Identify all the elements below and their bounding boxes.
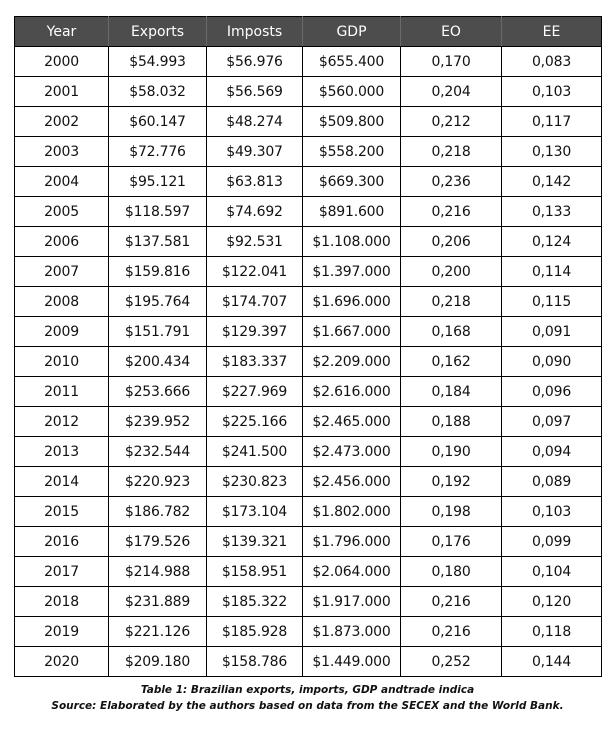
- gdp-cell: $1.917.000: [303, 587, 401, 617]
- year-cell: 2011: [15, 377, 109, 407]
- eo-cell: 0,218: [401, 137, 502, 167]
- table-source-note: Source: Elaborated by the authors based on data from the SECEX and the World Bank.: [51, 700, 564, 712]
- ee-cell: 0,104: [502, 557, 602, 587]
- table-row: [15, 377, 602, 407]
- gdp-cell: $2.456.000: [303, 467, 401, 497]
- imposts-cell: $173.104: [207, 497, 303, 527]
- eo-cell: 0,218: [401, 287, 502, 317]
- eo-cell: 0,212: [401, 107, 502, 137]
- exports-cell: $200.434: [109, 347, 207, 377]
- imposts-cell: $185.928: [207, 617, 303, 647]
- eo-cell: 0,252: [401, 647, 502, 677]
- exports-cell: $60.147: [109, 107, 207, 137]
- gdp-cell: $2.473.000: [303, 437, 401, 467]
- imposts-cell: $56.569: [207, 77, 303, 107]
- table-row: [15, 647, 602, 677]
- year-cell: 2007: [15, 257, 109, 287]
- imposts-cell: $241.500: [207, 437, 303, 467]
- eo-cell: 0,206: [401, 227, 502, 257]
- ee-cell: 0,091: [502, 317, 602, 347]
- eo-cell: 0,168: [401, 317, 502, 347]
- ee-cell: 0,103: [502, 77, 602, 107]
- ee-cell: 0,144: [502, 647, 602, 677]
- header-gdp: GDP: [303, 17, 401, 47]
- year-cell: 2016: [15, 527, 109, 557]
- table-row: [15, 287, 602, 317]
- table-row: [15, 617, 602, 647]
- ee-cell: 0,124: [502, 227, 602, 257]
- ee-cell: 0,117: [502, 107, 602, 137]
- year-cell: 2001: [15, 77, 109, 107]
- ee-cell: 0,114: [502, 257, 602, 287]
- table-row: [15, 257, 602, 287]
- table-row: [15, 197, 602, 227]
- imposts-cell: $225.166: [207, 407, 303, 437]
- year-cell: 2000: [15, 47, 109, 77]
- gdp-cell: $1.397.000: [303, 257, 401, 287]
- table-row: [15, 317, 602, 347]
- year-cell: 2002: [15, 107, 109, 137]
- exports-cell: $72.776: [109, 137, 207, 167]
- table-row: [15, 407, 602, 437]
- exports-cell: $195.764: [109, 287, 207, 317]
- ee-cell: 0,130: [502, 137, 602, 167]
- ee-cell: 0,090: [502, 347, 602, 377]
- exports-cell: $58.032: [109, 77, 207, 107]
- ee-cell: 0,118: [502, 617, 602, 647]
- year-cell: 2004: [15, 167, 109, 197]
- year-cell: 2006: [15, 227, 109, 257]
- exports-cell: $159.816: [109, 257, 207, 287]
- gdp-cell: $2.209.000: [303, 347, 401, 377]
- ee-cell: 0,133: [502, 197, 602, 227]
- eo-cell: 0,192: [401, 467, 502, 497]
- eo-cell: 0,176: [401, 527, 502, 557]
- header-eo: EO: [401, 17, 502, 47]
- year-cell: 2008: [15, 287, 109, 317]
- eo-cell: 0,200: [401, 257, 502, 287]
- gdp-cell: $1.449.000: [303, 647, 401, 677]
- year-cell: 2015: [15, 497, 109, 527]
- header-exports: Exports: [109, 17, 207, 47]
- ee-cell: 0,083: [502, 47, 602, 77]
- exports-cell: $214.988: [109, 557, 207, 587]
- table-body: [15, 47, 602, 677]
- imposts-cell: $227.969: [207, 377, 303, 407]
- imposts-cell: $129.397: [207, 317, 303, 347]
- exports-cell: $118.597: [109, 197, 207, 227]
- table-row: [15, 347, 602, 377]
- gdp-cell: $655.400: [303, 47, 401, 77]
- gdp-cell: $669.300: [303, 167, 401, 197]
- ee-cell: 0,099: [502, 527, 602, 557]
- eo-cell: 0,216: [401, 197, 502, 227]
- eo-cell: 0,204: [401, 77, 502, 107]
- year-cell: 2005: [15, 197, 109, 227]
- year-cell: 2019: [15, 617, 109, 647]
- table-row: [15, 47, 602, 77]
- gdp-cell: $509.800: [303, 107, 401, 137]
- exports-cell: $220.923: [109, 467, 207, 497]
- exports-cell: $95.121: [109, 167, 207, 197]
- imposts-cell: $185.322: [207, 587, 303, 617]
- ee-cell: 0,120: [502, 587, 602, 617]
- imposts-cell: $49.307: [207, 137, 303, 167]
- table-row: [15, 77, 602, 107]
- header-year: Year: [15, 17, 109, 47]
- year-cell: 2012: [15, 407, 109, 437]
- gdp-cell: $2.465.000: [303, 407, 401, 437]
- year-cell: 2014: [15, 467, 109, 497]
- eo-cell: 0,180: [401, 557, 502, 587]
- ee-cell: 0,094: [502, 437, 602, 467]
- gdp-cell: $2.064.000: [303, 557, 401, 587]
- exports-cell: $186.782: [109, 497, 207, 527]
- imposts-cell: $230.823: [207, 467, 303, 497]
- eo-cell: 0,216: [401, 587, 502, 617]
- eo-cell: 0,170: [401, 47, 502, 77]
- eo-cell: 0,216: [401, 617, 502, 647]
- ee-cell: 0,097: [502, 407, 602, 437]
- ee-cell: 0,089: [502, 467, 602, 497]
- header-ee: EE: [502, 17, 602, 47]
- eo-cell: 0,236: [401, 167, 502, 197]
- gdp-cell: $1.796.000: [303, 527, 401, 557]
- year-cell: 2009: [15, 317, 109, 347]
- gdp-cell: $891.600: [303, 197, 401, 227]
- table-row: [15, 557, 602, 587]
- exports-cell: $137.581: [109, 227, 207, 257]
- exports-cell: $209.180: [109, 647, 207, 677]
- data-table-container: [14, 16, 601, 677]
- year-cell: 2013: [15, 437, 109, 467]
- exports-cell: $54.993: [109, 47, 207, 77]
- imposts-cell: $56.976: [207, 47, 303, 77]
- gdp-cell: $1.873.000: [303, 617, 401, 647]
- gdp-cell: $2.616.000: [303, 377, 401, 407]
- imposts-cell: $63.813: [207, 167, 303, 197]
- ee-cell: 0,096: [502, 377, 602, 407]
- imposts-cell: $92.531: [207, 227, 303, 257]
- exports-cell: $232.544: [109, 437, 207, 467]
- table-row: [15, 437, 602, 467]
- gdp-cell: $1.667.000: [303, 317, 401, 347]
- imposts-cell: $48.274: [207, 107, 303, 137]
- exports-cell: $221.126: [109, 617, 207, 647]
- imposts-cell: $158.951: [207, 557, 303, 587]
- table-caption: Table 1: Brazilian exports, imports, GDP andtrade indica: [140, 684, 475, 696]
- imposts-cell: $158.786: [207, 647, 303, 677]
- eo-cell: 0,198: [401, 497, 502, 527]
- imposts-cell: $122.041: [207, 257, 303, 287]
- exports-cell: $253.666: [109, 377, 207, 407]
- table-row: [15, 167, 602, 197]
- year-cell: 2018: [15, 587, 109, 617]
- exports-cell: $231.889: [109, 587, 207, 617]
- eo-cell: 0,184: [401, 377, 502, 407]
- imposts-cell: $74.692: [207, 197, 303, 227]
- ee-cell: 0,142: [502, 167, 602, 197]
- imposts-cell: $183.337: [207, 347, 303, 377]
- header-imposts: Imposts: [207, 17, 303, 47]
- eo-cell: 0,190: [401, 437, 502, 467]
- table-row: [15, 467, 602, 497]
- gdp-cell: $1.108.000: [303, 227, 401, 257]
- ee-cell: 0,115: [502, 287, 602, 317]
- gdp-cell: $558.200: [303, 137, 401, 167]
- gdp-cell: $1.802.000: [303, 497, 401, 527]
- year-cell: 2010: [15, 347, 109, 377]
- table-row: [15, 527, 602, 557]
- table-row: [15, 587, 602, 617]
- table-row: [15, 137, 602, 167]
- table-header: [15, 17, 602, 47]
- year-cell: 2020: [15, 647, 109, 677]
- year-cell: 2003: [15, 137, 109, 167]
- exports-cell: $239.952: [109, 407, 207, 437]
- table-row: [15, 107, 602, 137]
- header-row: [15, 17, 602, 47]
- ee-cell: 0,103: [502, 497, 602, 527]
- trade-indicators-table: [14, 16, 602, 677]
- imposts-cell: $174.707: [207, 287, 303, 317]
- gdp-cell: $1.696.000: [303, 287, 401, 317]
- gdp-cell: $560.000: [303, 77, 401, 107]
- eo-cell: 0,188: [401, 407, 502, 437]
- imposts-cell: $139.321: [207, 527, 303, 557]
- table-row: [15, 497, 602, 527]
- exports-cell: $151.791: [109, 317, 207, 347]
- table-row: [15, 227, 602, 257]
- exports-cell: $179.526: [109, 527, 207, 557]
- eo-cell: 0,162: [401, 347, 502, 377]
- year-cell: 2017: [15, 557, 109, 587]
